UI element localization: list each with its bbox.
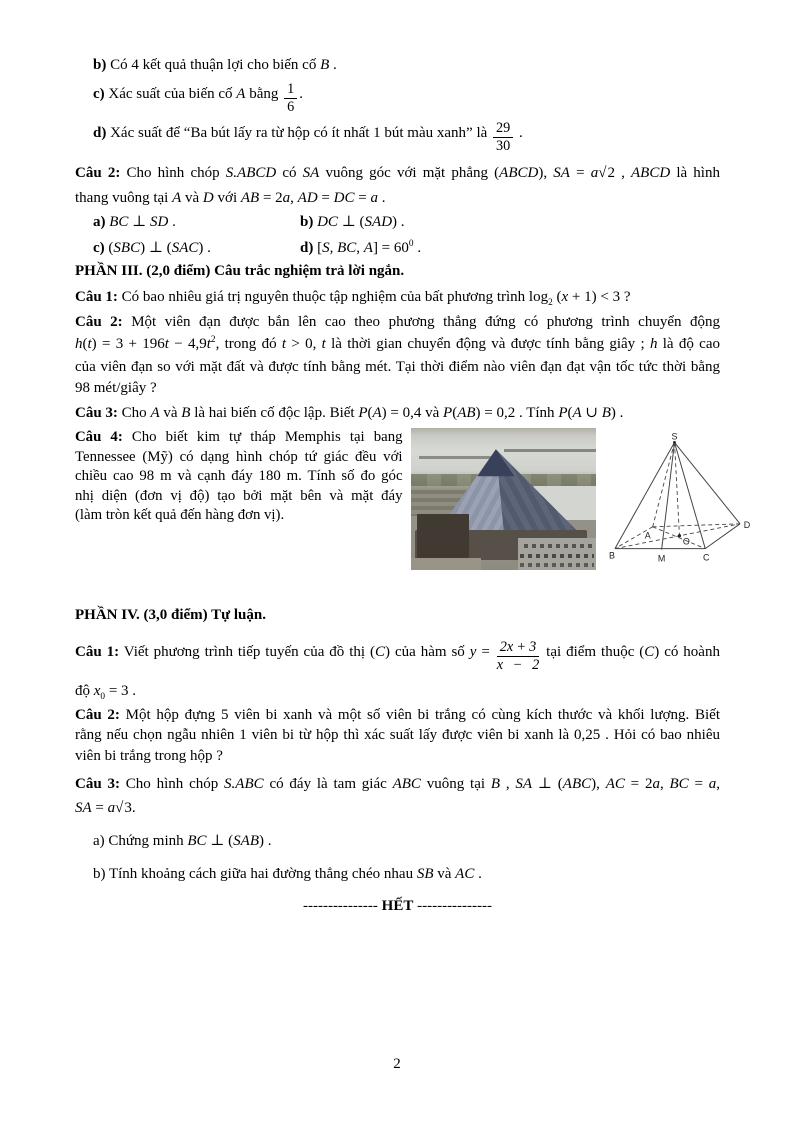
p3-q2-line4: 98 mét/giây ? [75, 380, 157, 396]
p4-q1-line1: Câu 1: Viết phương trình tiếp tuyến của đồ thị (C) của hàm số y = $\frac{2x + 3}{x - 2}$ tại điểm thuộc (C) có hoành [75, 639, 720, 674]
page-number: 2 [393, 1056, 401, 1072]
ground-left [411, 558, 481, 570]
item-c-line: c) Xác suất của biến cố A bằng $\frac{1}{6}$ . [93, 81, 303, 116]
p4-q2-line3: viên bi trắng trong hộp ? [75, 748, 223, 764]
p3-q2-line1: Câu 2: Một viên đạn được bắn lên cao theo phương thẳng đứng có phương trình chuyển động [75, 314, 720, 330]
end-marker: --------------- HẾT --------------- [302, 898, 493, 914]
p2-q2-line2: thang vuông tại A và D với AB = 2a, AD = DC = a . [75, 190, 386, 206]
diagram-solid-edges [615, 442, 740, 549]
label-S: S [671, 432, 678, 442]
p3-q2-line3: của viên đạn so với mặt đất và được tính bằng mét. Tại thời điểm nào viên đạn đạt vận tốc tức thời bằng [75, 359, 720, 375]
p4-q1-line2: độ $x_0 = 3$ . [75, 683, 137, 702]
p4-q3-suba: a) Chứng minh BC ⊥ (SAB) . [93, 833, 272, 849]
car-row-3 [520, 563, 594, 567]
item-d-line: d) Xác suất để “Ba bút lấy ra từ hộp có ít nhất 1 bút màu xanh” là $\frac{29}{30}$ . [93, 120, 523, 155]
bridge-right [504, 449, 596, 452]
label-O: O [683, 536, 691, 547]
p3-q3: Câu 3: Cho A và B là hai biến cố độc lập. Biết P(A) = 0,4 và P(AB) = 0,2 . Tính P(A ∪ B) . [75, 405, 624, 421]
p4-q3-line2: SA = a√3. [75, 800, 136, 816]
option-a: a) BC ⊥ SD . [93, 214, 176, 230]
bridge-left [419, 456, 497, 459]
label-M: M [658, 553, 666, 564]
pyramid-diagram [608, 432, 757, 564]
diagram-dashed-edges [615, 442, 740, 548]
memphis-pyramid-photo [411, 428, 597, 570]
p4-q2-line1: Câu 2: Một hộp đựng 5 viên bi xanh và một số viên bi trắng có cùng kích thước và khối lượng. Biết [75, 707, 720, 723]
page-content [75, 0, 751, 1122]
p3-q1: Câu 1: Có bao nhiêu giá trị nguyên thuộc tập nghiệm của bất phương trình $\log_2 (x + 1) < 3$ ? [75, 289, 631, 308]
p3-q4-line1: Câu 4: Cho biết kim tự tháp Memphis tại bang [75, 429, 403, 445]
car-row-1 [524, 544, 594, 548]
p3-q2-line2: $h(t) = 3 + 196t - 4,9t^2$, trong đó t > 0, t là thời gian chuyển động và được tính bằng giây ; h là độ cao [75, 335, 720, 352]
p3-q4-line5: (làm tròn kết quả đến hàng đơn vị). [75, 507, 285, 523]
part4-header: PHẦN IV. (3,0 điểm) Tự luận. [75, 607, 266, 623]
p3-q4-block [75, 428, 757, 570]
option-d: d) [S, BC, $A] = 60^0$ . [300, 239, 422, 256]
p4-q2-line2: rằng nếu chọn ngẫu nhiên 1 viên bi từ hộp thì xác suất lấy được viên bi xanh là 0,25 . Hỏi có bao nhiêu [75, 727, 720, 743]
label-C: C [703, 552, 710, 563]
label-B: B [609, 550, 616, 561]
p3-q4-line2: Tennessee (Mỹ) có dạng hình chóp tứ giác đều với [75, 448, 403, 465]
p2-q2-line1: Câu 2: Cho hình chóp S.ABCD có SA vuông góc với mặt phẳng (ABCD), SA = a√2 , ABCD là hình [75, 165, 720, 181]
label-D: D [743, 519, 751, 530]
label-A: A [644, 530, 651, 541]
item-b-line: b) Có 4 kết quả thuận lợi cho biến cố B . [93, 57, 337, 73]
p4-q3-line1: Câu 3: Cho hình chóp S.ABC có đáy là tam giác ABC vuông tại B , SA ⊥ (ABC), AC = 2a, BC = a, [75, 776, 721, 792]
p4-q3-subb: b) Tính khoảng cách giữa hai đường thẳng chéo nhau SB và AC . [93, 866, 482, 882]
p3-q4-line3: chiều cao 98 m và cạnh đáy 180 m. Tính số đo góc [75, 468, 403, 484]
diagram-labels [609, 432, 751, 564]
p3-q4-text [75, 428, 403, 526]
option-c: c) (SBC) ⊥ (SAC) . [93, 240, 211, 256]
car-row-2 [520, 554, 594, 558]
point-S-dot [673, 441, 676, 444]
part3-header: PHẦN III. (2,0 điểm) Câu trắc nghiệm trả lời ngắn. [75, 263, 405, 279]
p2-q2-options-row1 [75, 213, 720, 232]
point-O-dot [678, 534, 681, 537]
p3-q4-line4: nhị diện (đơn vị độ) tạo bởi mặt bên và mặt đáy [75, 487, 403, 504]
option-b: b) DC ⊥ (SAD) . [300, 214, 405, 230]
p2-q2-options-row2 [75, 239, 720, 258]
dark-tower [417, 514, 469, 564]
